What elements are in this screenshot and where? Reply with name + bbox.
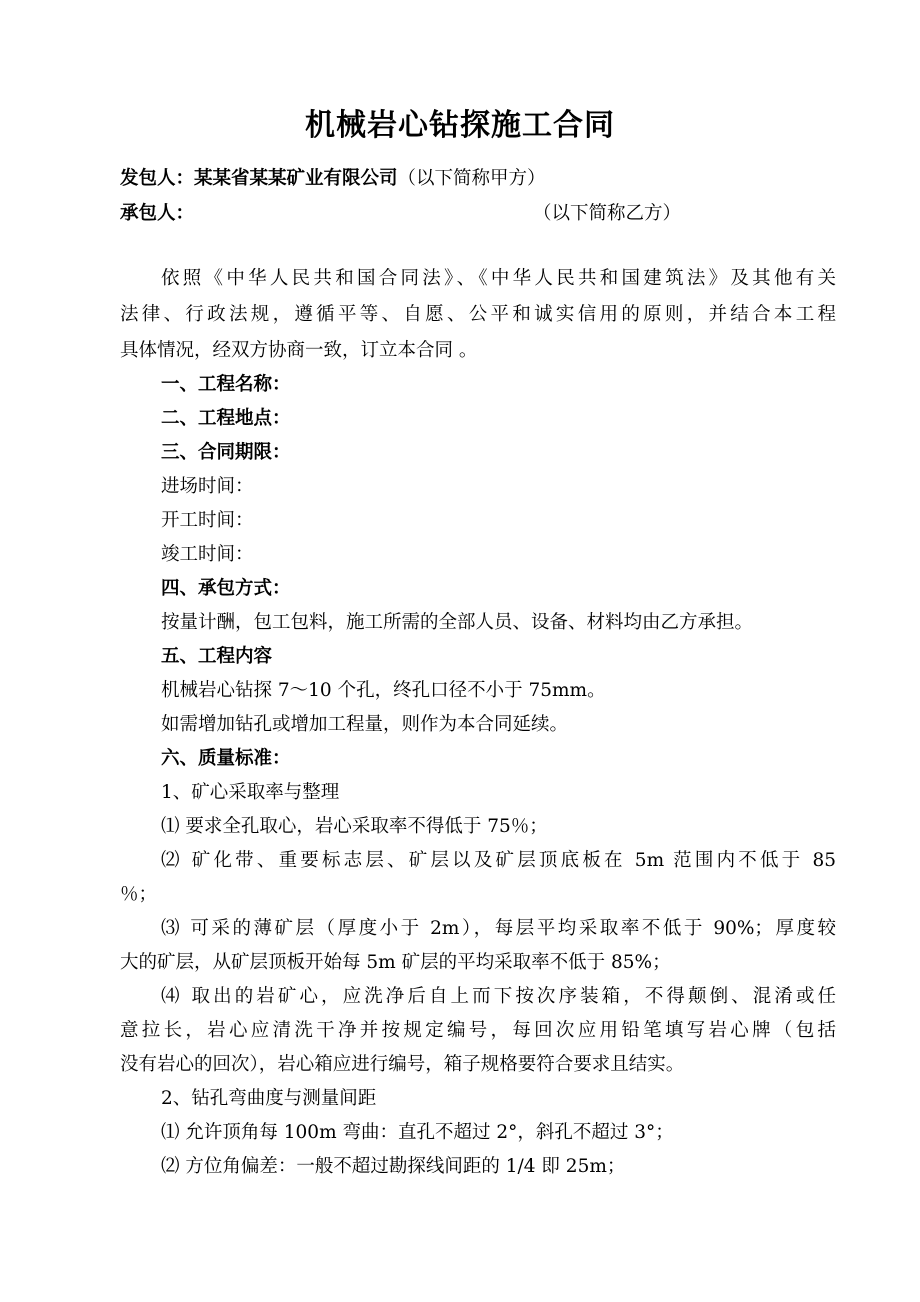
quality-item-borehole-deviation: 2、钻孔弯曲度与测量间距 [161,1088,377,1109]
finish-time-label: 竣工时间： [161,544,254,565]
employer-note: （以下简称甲方） [397,168,546,189]
contract-mode-text: 按量计酬，包工包料，施工所需的全部人员、设备、材料均由乙方承担。 [161,612,754,633]
quality-subitem-1: ⑴ 要求全孔取心，岩心采取率不得低于 75％； [161,816,548,837]
section-heading-project-location: 二、工程地点： [161,408,291,429]
employer-label: 发包人： [120,168,195,189]
work-content-text-2: 如需增加钻孔或增加工程量，则作为本合同延续。 [161,714,569,735]
document-title: 机械岩心钻探施工合同 [305,108,615,143]
intro-paragraph-line-3: 具体情况，经双方协商一致，订立本合同 。 [120,340,478,361]
quality-subitem-3-line-1: ⑶ 可采的薄矿层（厚度小于 2m），每层平均采取率不低于 90%；厚度较 [161,918,836,939]
quality-item-core-recovery: 1、矿心采取率与整理 [161,782,340,803]
employer-line [120,166,546,192]
quality-subitem-4-line-2: 意拉长，岩心应清洗干净并按规定编号，每回次应用铅笔填写岩心牌（包括 [120,1020,836,1041]
work-content-text-1: 机械岩心钻探 7～10 个孔，终孔口径不小于 75mm。 [161,680,606,701]
section-heading-contract-mode: 四、承包方式： [161,578,291,599]
intro-paragraph-line-2: 法律、行政法规，遵循平等、自愿、公平和诚实信用的原则，并结合本工程 [120,304,836,325]
quality-subitem-4-line-1: ⑷ 取出的岩矿心，应洗净后自上而下按次序装箱，不得颠倒、混淆或任 [161,986,836,1007]
intro-paragraph-line-1: 依照《中华人民共和国合同法》、《中华人民共和国建筑法》及其他有关 [161,268,836,289]
entry-time-label: 进场时间： [161,476,254,497]
contractor-note: （以下简称乙方） [533,203,682,224]
quality-subitem-4-line-3: 没有岩心的回次），岩心箱应进行编号，箱子规格要符合要求且结实。 [120,1054,685,1075]
section-heading-contract-term: 三、合同期限： [161,442,291,463]
quality-subitem-2-line-1: ⑵ 矿化带、重要标志层、矿层以及矿层顶底板在 5m 范围内不低于 85 [161,850,836,871]
deviation-subitem-1: ⑴ 允许顶角每 100m 弯曲：直孔不超过 2°，斜孔不超过 3°； [161,1122,674,1143]
quality-subitem-3-line-2: 大的矿层，从矿层顶板开始每 5m 矿层的平均采取率不低于 85%； [120,952,671,973]
deviation-subitem-2: ⑵ 方位角偏差：一般不超过勘探线间距的 1/4 即 25m； [161,1156,626,1177]
start-time-label: 开工时间： [161,510,254,531]
section-heading-work-content: 五、工程内容 [161,646,273,667]
section-heading-project-name: 一、工程名称： [161,374,291,395]
section-heading-quality-standard: 六、质量标准： [161,748,291,769]
contractor-label: 承包人： [120,203,195,224]
employer-name: 某某省某某矿业有限公司 [194,168,398,189]
quality-subitem-2-line-2: ％； [120,884,158,905]
